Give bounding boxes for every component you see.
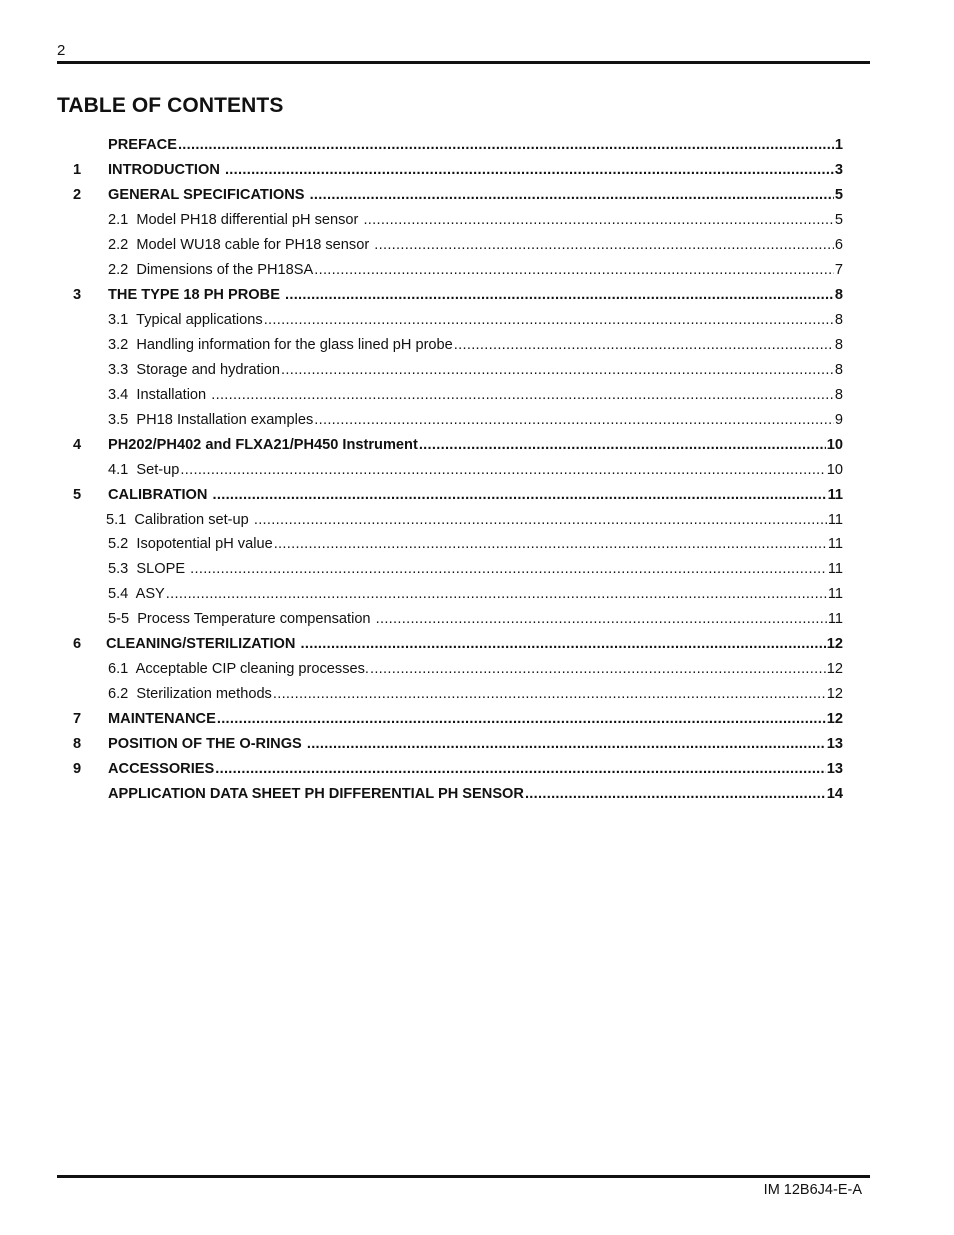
- toc-entry-body: [108, 686, 843, 702]
- toc-entry-body: [108, 561, 843, 577]
- toc-entry-body: [108, 586, 843, 602]
- toc-entry[interactable]: [57, 707, 843, 732]
- toc-leader-dots: [454, 337, 834, 353]
- toc-leader-dots: [525, 786, 826, 802]
- toc-entry-page: 7: [834, 262, 843, 279]
- toc-entry-page: 8: [834, 386, 843, 403]
- toc-entry-title: INTRODUCTION: [108, 162, 224, 179]
- toc-entry-number: 6: [72, 636, 82, 653]
- toc-leader-dots: [363, 212, 833, 228]
- toc-entry-page: 11: [827, 536, 843, 553]
- toc-leader-dots: [274, 536, 827, 552]
- header-rule: [57, 61, 870, 64]
- toc-entry-title: 3.5 PH18 Installation examples: [108, 411, 314, 428]
- toc-entry-page: 8: [834, 361, 843, 378]
- toc-leader-dots: [215, 761, 826, 777]
- toc-entry[interactable]: [57, 632, 843, 657]
- toc-entry-body: [108, 337, 843, 353]
- toc-entry-body: [108, 437, 843, 453]
- toc-entry[interactable]: [57, 532, 843, 557]
- toc-entry-page: 12: [826, 636, 843, 653]
- toc-entry-page: 5: [834, 187, 843, 204]
- toc-entry-title: GENERAL SPECIFICATIONS: [108, 187, 309, 204]
- toc-entry-body: [108, 412, 843, 428]
- toc-entry-title: CLEANING/STERILIZATION: [106, 636, 300, 653]
- toc-entry-page: 13: [826, 760, 843, 777]
- toc-entry-page: 1: [834, 137, 843, 154]
- toc-entry-title: MAINTENANCE: [108, 711, 216, 728]
- toc-entry-title: PREFACE: [108, 137, 177, 154]
- toc-entry-title: THE TYPE 18 PH PROBE: [108, 287, 284, 304]
- toc-entry-title: CALIBRATION: [108, 486, 212, 503]
- toc-entry-title: 3.3 Storage and hydration: [108, 361, 281, 378]
- toc-leader-dots: [370, 661, 826, 677]
- toc-entry[interactable]: [57, 607, 843, 632]
- toc-entry-number: 2: [72, 187, 82, 204]
- toc-entry-page: 12: [826, 711, 843, 728]
- toc-entry[interactable]: [57, 208, 843, 233]
- toc-entry-page: 8: [834, 336, 843, 353]
- toc-entry[interactable]: [57, 557, 843, 582]
- toc-entry-page: 10: [826, 436, 843, 453]
- toc-entry-body: [108, 661, 843, 677]
- toc-entry-title: 5.4 ASY: [108, 586, 165, 603]
- toc-entry-number: 5: [72, 486, 82, 503]
- toc-leader-dots: [314, 262, 834, 278]
- toc-entry-body: [108, 237, 843, 253]
- toc-entry-body: [108, 262, 843, 278]
- toc-entry[interactable]: [57, 283, 843, 308]
- toc-leader-dots: [273, 686, 826, 702]
- toc-entry[interactable]: [57, 133, 843, 158]
- toc-entry-title: 5.2 Isopotential pH value: [108, 536, 273, 553]
- toc-leader-dots: [307, 736, 826, 752]
- toc-entry-page: 12: [826, 686, 843, 703]
- toc-leader-dots: [419, 437, 826, 453]
- toc-entry-page: 14: [826, 785, 843, 802]
- toc-leader-dots: [180, 462, 825, 478]
- toc-entry-title: APPLICATION DATA SHEET PH DIFFERENTIAL PH SENSOR: [108, 785, 524, 802]
- toc-entry-page: 5: [834, 212, 843, 229]
- toc-entry-page: 8: [834, 312, 843, 329]
- toc-entry-title: 5.3 SLOPE: [108, 561, 190, 578]
- toc-entry-body: [108, 786, 843, 802]
- toc-entry-page: 11: [827, 511, 843, 528]
- toc-entry-number: 4: [72, 436, 82, 453]
- toc-entry-body: [108, 462, 843, 478]
- toc-entry-title: PH202/PH402 and FLXA21/PH450 Instrument: [108, 436, 418, 453]
- toc-entry-title: 2.2 Model WU18 cable for PH18 sensor: [108, 237, 374, 254]
- toc-entry-body: [108, 287, 843, 303]
- toc-entry-page: 13: [826, 735, 843, 752]
- toc-entry-body: [108, 137, 843, 153]
- toc-leader-dots: [217, 711, 826, 727]
- toc-entry-page: 11: [827, 611, 843, 628]
- toc-entry-page: 11: [827, 486, 843, 503]
- toc-entry-title: ACCESSORIES: [108, 760, 215, 777]
- toc-entry[interactable]: [57, 507, 843, 532]
- toc-list: [57, 133, 843, 806]
- toc-entry[interactable]: [57, 407, 843, 432]
- toc-leader-dots: [166, 586, 827, 602]
- toc-entry[interactable]: [57, 432, 843, 457]
- toc-entry-number: 7: [72, 711, 82, 728]
- toc-entry[interactable]: [57, 158, 843, 183]
- toc-entry-body: [108, 212, 843, 228]
- toc-leader-dots: [264, 312, 834, 328]
- toc-leader-dots: [285, 287, 834, 303]
- toc-title: TABLE OF CONTENTS: [57, 94, 284, 117]
- toc-entry-title: 3.2 Handling information for the glass lined pH probe: [108, 336, 453, 353]
- toc-entry-body: [108, 536, 843, 552]
- toc-entry[interactable]: [57, 756, 843, 781]
- toc-entry[interactable]: [57, 308, 843, 333]
- toc-entry-page: 12: [826, 661, 843, 678]
- toc-entry-title: 6.1 Acceptable CIP cleaning processes.: [108, 661, 369, 678]
- toc-leader-dots: [178, 137, 834, 153]
- toc-leader-dots: [314, 412, 834, 428]
- toc-entry-title: 6.2 Sterilization methods: [108, 686, 272, 703]
- toc-entry-number: 1: [72, 162, 82, 179]
- toc-entry-title: POSITION OF THE O-RINGS: [108, 735, 306, 752]
- toc-entry[interactable]: [57, 357, 843, 382]
- toc-entry-title: 5.1 Calibration set-up: [106, 511, 253, 528]
- toc-entry[interactable]: [57, 732, 843, 757]
- toc-entry[interactable]: [57, 657, 843, 682]
- toc-entry-number: 9: [72, 760, 82, 777]
- toc-entry-title: 4.1 Set-up: [108, 461, 180, 478]
- toc-entry[interactable]: [57, 582, 843, 607]
- toc-leader-dots: [211, 387, 834, 403]
- toc-entry[interactable]: [57, 233, 843, 258]
- toc-leader-dots: [374, 237, 834, 253]
- toc-entry-body: [108, 387, 843, 403]
- toc-entry-title: 5-5 Process Temperature compensation: [108, 611, 375, 628]
- toc-leader-dots: [376, 611, 827, 627]
- toc-leader-dots: [301, 636, 826, 652]
- document-id: IM 12B6J4-E-A: [763, 1182, 862, 1198]
- toc-entry-body: [108, 362, 843, 378]
- toc-entry-body: [106, 512, 843, 528]
- toc-entry-title: 3.4 Installation: [108, 386, 211, 403]
- toc-entry-body: [108, 761, 843, 777]
- footer-rule: [57, 1175, 870, 1178]
- toc-entry[interactable]: [57, 682, 843, 707]
- toc-leader-dots: [310, 187, 834, 203]
- toc-entry-body: [108, 312, 843, 328]
- toc-entry-page: 11: [827, 561, 843, 578]
- toc-entry-body: [108, 187, 843, 203]
- toc-entry-title: 2.2 Dimensions of the PH18SA: [108, 262, 314, 279]
- toc-entry-number: 3: [72, 287, 82, 304]
- toc-entry-body: [108, 611, 843, 627]
- toc-entry[interactable]: [57, 183, 843, 208]
- toc-entry-body: [108, 162, 843, 178]
- toc-leader-dots: [254, 512, 827, 528]
- toc-entry[interactable]: [57, 457, 843, 482]
- toc-entry-page: 6: [834, 237, 843, 254]
- toc-entry[interactable]: [57, 781, 843, 806]
- toc-entry-page: 3: [834, 162, 843, 179]
- toc-entry[interactable]: [57, 333, 843, 358]
- page-number: 2: [57, 42, 66, 59]
- toc-leader-dots: [213, 487, 827, 503]
- toc-entry[interactable]: [57, 258, 843, 283]
- toc-entry-number: 8: [72, 735, 82, 752]
- toc-leader-dots: [281, 362, 834, 378]
- toc-entry-page: 8: [834, 287, 843, 304]
- toc-entry-page: 11: [827, 586, 843, 603]
- toc-entry-page: 10: [826, 461, 843, 478]
- toc-leader-dots: [225, 162, 834, 178]
- toc-entry-body: [106, 636, 843, 652]
- toc-entry-title: 2.1 Model PH18 differential pH sensor: [108, 212, 363, 229]
- toc-entry-body: [108, 487, 843, 503]
- toc-leader-dots: [190, 561, 827, 577]
- toc-entry-body: [108, 711, 843, 727]
- toc-entry-body: [108, 736, 843, 752]
- toc-entry-title: 3.1 Typical applications: [108, 312, 263, 329]
- toc-entry[interactable]: [57, 482, 843, 507]
- toc-entry-page: 9: [834, 411, 843, 428]
- toc-entry[interactable]: [57, 382, 843, 407]
